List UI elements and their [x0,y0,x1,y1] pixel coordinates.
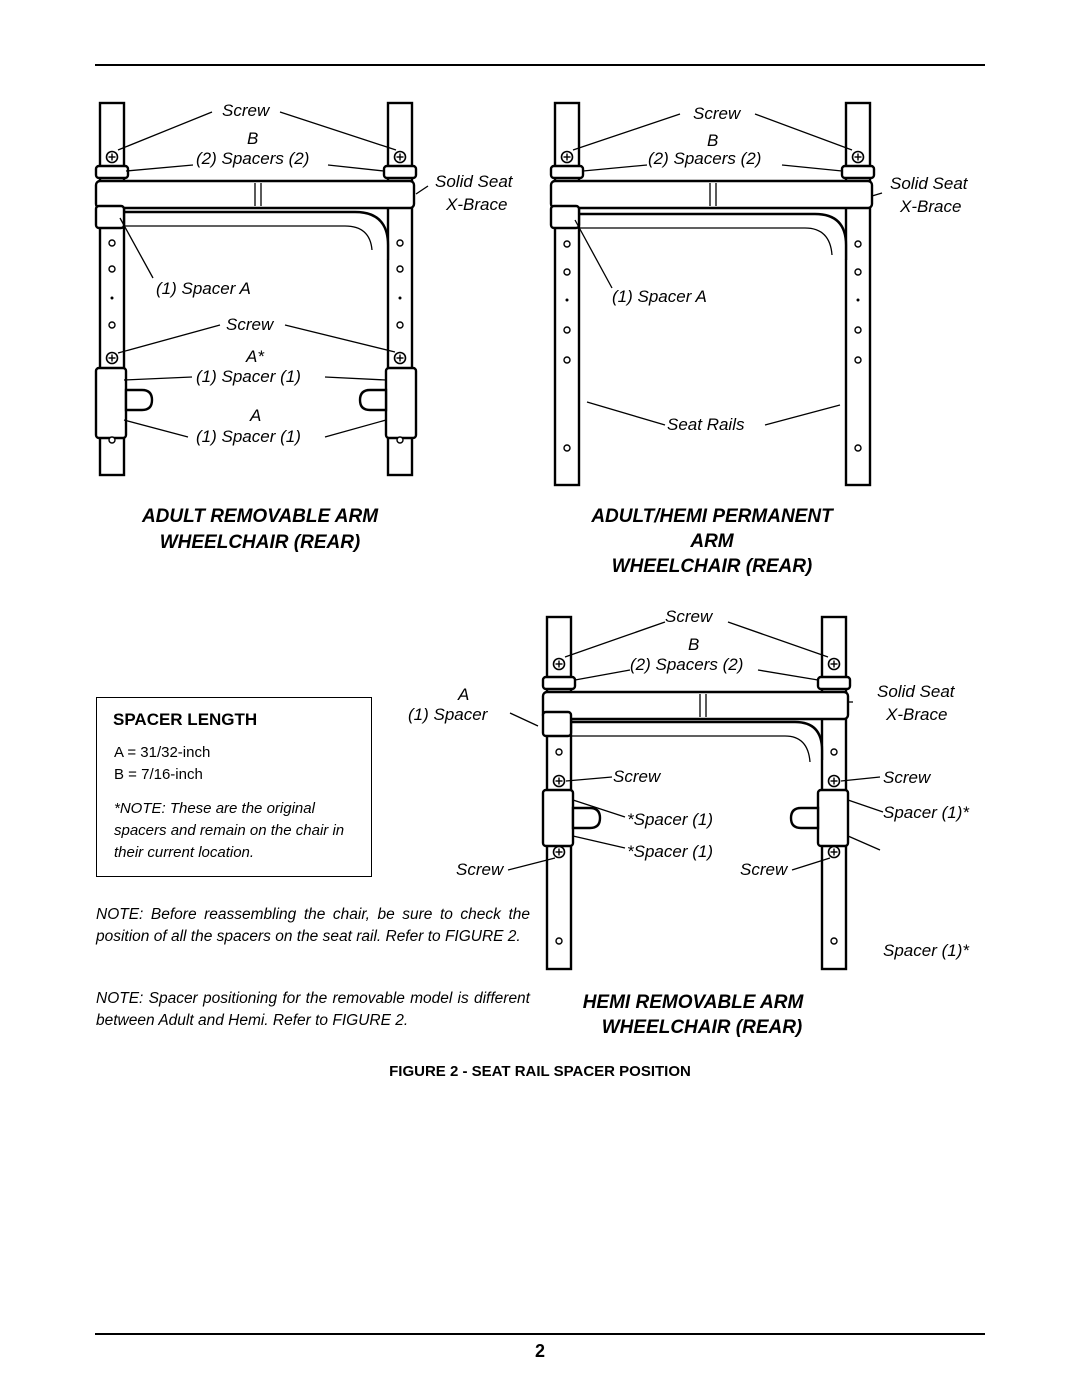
xbrace-label: X-Brace [900,197,962,216]
spacer-a-label: (1) Spacer A [612,287,707,306]
spacer-b-label: B [707,131,719,150]
adult-removable-title: ADULT REMOVABLE ARM [141,506,379,527]
figure-caption: FIGURE 2 - SEAT RAIL SPACER POSITION [389,1063,691,1080]
xbrace-label: X-Brace [886,705,948,724]
screw-label: Screw [665,607,713,626]
spacer-length-box [96,697,372,877]
screw-label: Screw [693,104,741,123]
hemi-removable-title: WHEELCHAIR (REAR) [601,1017,803,1038]
spacer-label: *Spacer (1) [627,842,713,861]
screw-label: Screw [226,315,274,334]
spacer-length-note: *NOTE: These are the original spacers and remain on the chair in their current location. [114,800,345,861]
spacer-label: (1) Spacer (1) [196,367,301,386]
spacer-a-label: A [458,685,470,704]
screw-label: Screw [456,860,504,879]
spacer-label: (1) Spacer [408,705,488,724]
solid-seat-label: Solid Seat [435,172,513,191]
spacer-b-label: B [688,635,700,654]
screw-label: Screw [883,768,931,787]
screw-label: Screw [222,101,270,120]
reassembly-note: NOTE: Before reassembling the chair, be sure to check the position of all the spacers on the seat rail. Refer to FIGURE 2. [96,906,530,945]
solid-seat-label: Solid Seat [890,174,968,193]
adult-hemi-permanent-title: WHEELCHAIR (REAR) [611,556,813,577]
page-number: 2 [534,1341,546,1361]
spacer-label: (1) Spacer (1) [196,427,301,446]
adult-hemi-permanent-title: ARM [690,531,734,552]
hemi-removable-title: HEMI REMOVABLE ARM [582,992,804,1013]
screw-label: Screw [740,860,788,879]
spacer-length-title: SPACER LENGTH [113,710,258,729]
adult-hemi-permanent-title: ADULT/HEMI PERMANENT [591,506,833,527]
spacer-a-label: A [250,406,262,425]
spacers-label: (2) Spacers (2) [648,149,762,168]
spacer-b-label: B [247,129,259,148]
positioning-note: NOTE: Spacer positioning for the removable model is different between Adult and Hemi. Refer to FIGURE 2. [96,990,530,1029]
seat-rails-label: Seat Rails [667,415,745,434]
spacer-a-star-label: A* [246,347,264,366]
spacer-a-label: (1) Spacer A [156,279,251,298]
spacers-label: (2) Spacers (2) [196,149,310,168]
solid-seat-label: Solid Seat [877,682,955,701]
xbrace-label: X-Brace [446,195,508,214]
adult-removable-title: WHEELCHAIR (REAR) [159,532,361,553]
spacer-b-length: B = 7/16-inch [114,766,203,783]
screw-label: Screw [613,767,661,786]
spacer-label: *Spacer (1) [627,810,713,829]
spacer-a-length: A = 31/32-inch [114,744,211,761]
spacers-label: (2) Spacers (2) [630,655,744,674]
spacer-label: Spacer (1)* [883,941,969,960]
spacer-label: Spacer (1)* [883,803,969,822]
